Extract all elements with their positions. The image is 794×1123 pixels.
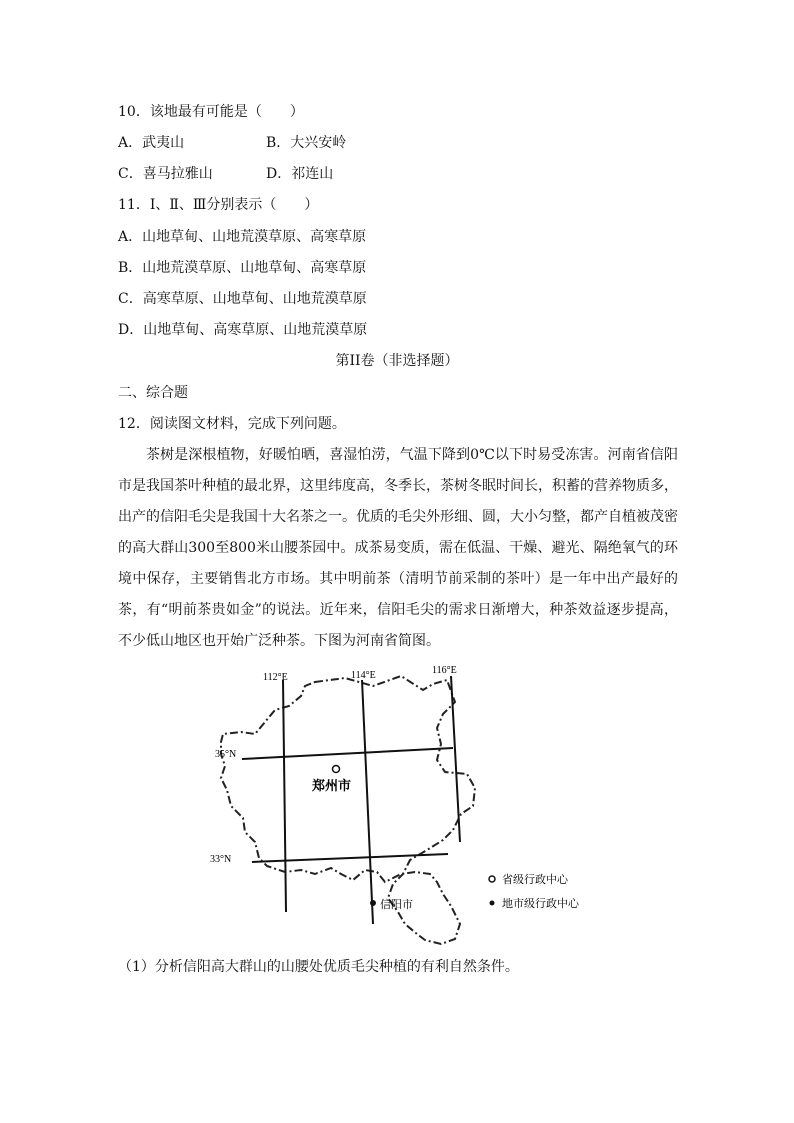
q11-option-b: B．山地荒漠草原、山地草甸、高寒草原 — [118, 260, 367, 276]
lon-label-116: 116°E — [432, 665, 457, 676]
q11-option-a: A．山地草甸、山地荒漠草原、高寒草原 — [118, 229, 367, 245]
xinyang-label: 信阳市 — [380, 899, 413, 911]
q10-option-d: D．祁连山 — [266, 166, 334, 182]
province-boundary — [221, 676, 475, 944]
lon-label-112: 112°E — [263, 672, 288, 683]
q10-option-b: B．大兴安岭 — [266, 135, 347, 151]
legend-prefecture-label: 地市级行政中心 — [502, 898, 579, 910]
parallel-35 — [242, 748, 453, 759]
lon-label-114: 114°E — [351, 670, 376, 681]
part-heading: 二、综合题 — [118, 385, 188, 401]
q12-material-paragraph: 茶树是深根植物，好暖怕晒，喜湿怕涝，气温下降到0℃以下时易受冻害。河南省信阳市是我国茶叶种植的最北界，这里纬度高，冬季长，茶树冬眠时间长，积蓄的营养物质多，出产的信阳毛尖是我国十大名茶之一。优质的毛尖外形细、圆，大小匀整，都产自植被茂密的高大群山300至800米山腰茶园中。成茶易变质，需在低温、干燥、避光、隔绝氧气的环境中保存，主要销售北方市场。其中明前茶（清明节前采制的茶叶）是一年中出产最好的茶，有“明前茶贵如金”的说法。近年来，信阳毛尖的需求日渐增大，种茶效益逐步提高，不少低山地区也开始广泛种茶。下图为河南省简图。 — [118, 447, 678, 649]
xinyang-marker — [370, 900, 376, 906]
q10-option-a: A．武夷山 — [118, 135, 185, 151]
legend-provincial-symbol — [489, 876, 495, 882]
zhengzhou-label: 郑州市 — [312, 778, 352, 793]
henan-map — [205, 662, 605, 952]
q12-subquestion-1: （1）分析信阳高大群山的山腰处优质毛尖种植的有利自然条件。 — [118, 959, 519, 975]
q11-stem: 11．Ⅰ、Ⅱ、Ⅲ分别表示（ ） — [118, 197, 319, 213]
lat-label-35: 35°N — [215, 749, 237, 760]
section-title: 第II卷（非选择题） — [335, 353, 459, 369]
meridian-114 — [362, 680, 373, 924]
q11-option-d: D．山地草甸、高寒草原、山地荒漠草原 — [118, 322, 368, 338]
q10-stem: 10．该地最有可能是（ ） — [118, 104, 304, 120]
legend-prefecture-symbol — [490, 901, 495, 906]
parallel-33 — [252, 854, 448, 862]
meridian-112 — [283, 680, 286, 912]
q12-stem: 12．阅读图文材料，完成下列问题。 — [118, 416, 346, 432]
zhengzhou-marker — [333, 766, 340, 773]
q11-option-c: C．高寒草原、山地草甸、山地荒漠草原 — [118, 291, 367, 307]
q10-option-c: C．喜马拉雅山 — [118, 166, 213, 182]
lat-label-33: 33°N — [210, 854, 232, 865]
legend-provincial-label: 省级行政中心 — [502, 874, 568, 886]
